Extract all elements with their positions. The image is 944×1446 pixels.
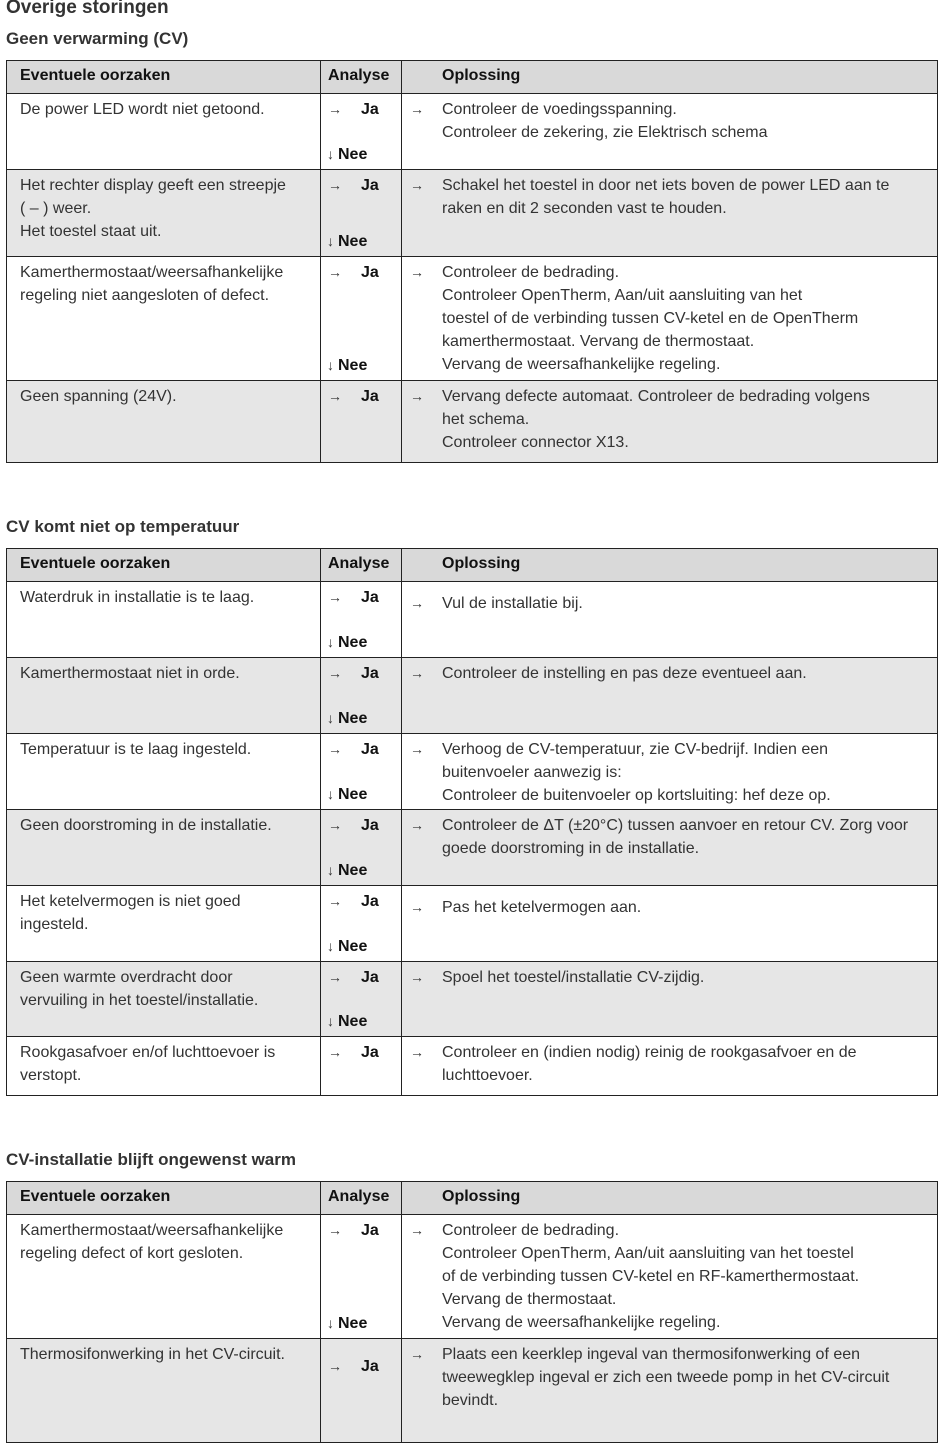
table-row [7, 380, 937, 462]
yes-label: Ja [361, 817, 379, 834]
no-label: Nee [338, 634, 368, 651]
solution-text: Controleer OpenTherm, Aan/uit aansluiting van het toestel [442, 1245, 854, 1262]
solution-text: Schakel het toestel in door net iets boven de power LED aan te [442, 177, 890, 194]
cause-text: Waterdruk in installatie is te laag. [20, 589, 255, 606]
right-arrow-icon: → [328, 817, 342, 833]
analysis-cell [321, 582, 402, 657]
yes-label: Ja [361, 177, 379, 194]
analysis-yes [328, 662, 379, 685]
analysis-yes [328, 738, 379, 761]
right-arrow-icon: → [328, 388, 342, 404]
right-arrow-icon: → [410, 595, 424, 611]
yes-label: Ja [361, 1222, 379, 1239]
solution-text: Controleer de bedrading. [442, 1222, 620, 1239]
cause-text: ingesteld. [20, 916, 89, 933]
solution-text: Vervang de weersafhankelijke regeling. [442, 1314, 721, 1331]
solution-text: Controleer OpenTherm, Aan/uit aansluiting van het [442, 287, 803, 304]
right-arrow-icon: → [328, 969, 342, 985]
solution-cell [402, 810, 937, 885]
right-arrow-icon: → [410, 969, 424, 985]
cause-cell [7, 734, 321, 809]
solution-text: Controleer de voedingsspanning. [442, 101, 677, 118]
column-header-analysis: Analyse [321, 549, 402, 581]
solution-cell [402, 734, 937, 809]
down-arrow-icon: ↓ [327, 233, 334, 249]
analysis-no [327, 631, 367, 654]
section-title: CV-installatie blijft ongewenst warm [6, 1150, 296, 1169]
yes-label: Ja [361, 893, 379, 910]
yes-label: Ja [361, 665, 379, 682]
cause-text: Kamerthermostaat niet in orde. [20, 665, 240, 682]
no-label: Nee [338, 233, 368, 250]
table-row [7, 809, 937, 885]
table-header-row [7, 549, 937, 581]
analysis-yes [328, 98, 379, 121]
cause-text: Temperatuur is te laag ingesteld. [20, 741, 252, 758]
table-row [7, 961, 937, 1036]
column-header-cause: Eventuele oorzaken [7, 61, 321, 93]
analysis-cell [321, 257, 402, 380]
table-row [7, 1214, 937, 1338]
solution-text: kamerthermostaat. Vervang de thermostaat. [442, 333, 755, 350]
solution-cell [402, 257, 937, 380]
cause-text: regeling defect of kort gesloten. [20, 1245, 244, 1262]
no-label: Nee [338, 1315, 368, 1332]
cause-cell [7, 658, 321, 733]
cause-cell [7, 94, 321, 169]
solution-text: Vul de installatie bij. [442, 595, 583, 612]
analysis-no [327, 707, 367, 730]
right-arrow-icon: → [328, 589, 342, 605]
solution-text: Controleer en (indien nodig) reinig de rookgasafvoer en de [442, 1044, 857, 1061]
right-arrow-icon: → [328, 177, 342, 193]
analysis-yes [328, 966, 379, 989]
cause-cell [7, 1037, 321, 1095]
solution-cell [402, 886, 937, 961]
down-arrow-icon: ↓ [327, 786, 334, 802]
no-label: Nee [338, 146, 368, 163]
solution-text: Pas het ketelvermogen aan. [442, 899, 642, 916]
analysis-yes [328, 385, 379, 408]
solution-cell [402, 1215, 937, 1338]
cause-text: ( – ) weer. [20, 200, 92, 217]
solution-text: tweewegklep ingeval er zich een tweede pomp in het CV-circuit [442, 1369, 890, 1386]
solution-text: Vervang de thermostaat. [442, 1291, 617, 1308]
cause-text: Geen warmte overdracht door [20, 969, 233, 986]
table-row [7, 93, 937, 169]
right-arrow-icon: → [328, 741, 342, 757]
right-arrow-icon: → [328, 893, 342, 909]
solution-text: Controleer connector X13. [442, 434, 629, 451]
right-arrow-icon: → [410, 899, 424, 915]
yes-label: Ja [361, 969, 379, 986]
cause-cell [7, 170, 321, 256]
solution-text: Controleer de zekering, zie Elektrisch schema [442, 124, 768, 141]
solution-text: Verhoog de CV-temperatuur, zie CV-bedrijf. Indien een [442, 741, 829, 758]
analysis-yes [328, 1041, 379, 1064]
cause-cell [7, 810, 321, 885]
analysis-no [327, 1312, 367, 1335]
right-arrow-icon: → [328, 101, 342, 117]
yes-label: Ja [361, 741, 379, 758]
analysis-cell [321, 962, 402, 1036]
column-header-solution: Oplossing [442, 555, 521, 572]
solution-text: luchttoevoer. [442, 1067, 533, 1084]
column-header-analysis: Analyse [321, 61, 402, 93]
solution-cell [402, 170, 937, 256]
analysis-yes [328, 586, 379, 609]
solution-cell [402, 381, 937, 462]
column-header-cause: Eventuele oorzaken [7, 1182, 321, 1214]
right-arrow-icon: → [328, 1358, 342, 1374]
cause-text: Thermosifonwerking in het CV-circuit. [20, 1346, 285, 1363]
analysis-no [327, 143, 367, 166]
down-arrow-icon: ↓ [327, 710, 334, 726]
analysis-no [327, 1010, 367, 1033]
solution-cell [402, 962, 937, 1036]
right-arrow-icon: → [410, 1346, 424, 1362]
solution-cell [402, 1339, 937, 1442]
troubleshooting-table [6, 548, 938, 1096]
right-arrow-icon: → [410, 177, 424, 193]
right-arrow-icon: → [410, 741, 424, 757]
cause-text: Het rechter display geeft een streepje [20, 177, 286, 194]
page-title: Overige storingen [6, 0, 169, 18]
yes-label: Ja [361, 589, 379, 606]
solution-text: Plaats een keerklep ingeval van thermosifonwerking of een [442, 1346, 861, 1363]
cause-cell [7, 886, 321, 961]
analysis-no [327, 859, 367, 882]
down-arrow-icon: ↓ [327, 1315, 334, 1331]
section-title: Geen verwarming (CV) [6, 29, 189, 48]
right-arrow-icon: → [410, 1044, 424, 1060]
no-label: Nee [338, 786, 368, 803]
solution-text: buitenvoeler aanwezig is: [442, 764, 622, 781]
solution-text: het schema. [442, 411, 530, 428]
down-arrow-icon: ↓ [327, 862, 334, 878]
no-label: Nee [338, 1013, 368, 1030]
cause-text: Het toestel staat uit. [20, 223, 162, 240]
no-label: Nee [338, 710, 368, 727]
right-arrow-icon: → [410, 665, 424, 681]
no-label: Nee [338, 357, 368, 374]
analysis-cell [321, 886, 402, 961]
solution-text: Spoel het toestel/installatie CV-zijdig. [442, 969, 705, 986]
yes-label: Ja [361, 1044, 379, 1061]
solution-text: Vervang de weersafhankelijke regeling. [442, 356, 721, 373]
cause-text: Rookgasafvoer en/of luchttoevoer is [20, 1044, 276, 1061]
analysis-cell [321, 810, 402, 885]
analysis-cell [321, 658, 402, 733]
solution-text: Controleer de instelling en pas deze eventueel aan. [442, 665, 807, 682]
table-row [7, 256, 937, 380]
table-row [7, 885, 937, 961]
cause-text: Het ketelvermogen is niet goed [20, 893, 241, 910]
cause-text: regeling niet aangesloten of defect. [20, 287, 270, 304]
analysis-yes [328, 814, 379, 837]
analysis-cell [321, 1215, 402, 1338]
yes-label: Ja [361, 388, 379, 405]
column-header-cause: Eventuele oorzaken [7, 549, 321, 581]
solution-cell [402, 658, 937, 733]
cause-text: Geen spanning (24V). [20, 388, 177, 405]
right-arrow-icon: → [328, 1222, 342, 1238]
analysis-no [327, 230, 367, 253]
analysis-no [327, 354, 367, 377]
no-label: Nee [338, 862, 368, 879]
right-arrow-icon: → [328, 264, 342, 280]
analysis-yes [328, 1355, 379, 1378]
solution-cell [402, 1037, 937, 1095]
analysis-cell [321, 381, 402, 462]
solution-text: Controleer de ΔT (±20°C) tussen aanvoer en retour CV. Zorg voor [442, 817, 909, 834]
analysis-yes [328, 1219, 379, 1242]
analysis-cell [321, 1339, 402, 1442]
right-arrow-icon: → [328, 1044, 342, 1060]
troubleshooting-table [6, 1181, 938, 1443]
solution-text: of de verbinding tussen CV-ketel en RF-kamerthermostaat. [442, 1268, 860, 1285]
cause-text: verstopt. [20, 1067, 82, 1084]
analysis-no [327, 935, 367, 958]
solution-text: Vervang defecte automaat. Controleer de bedrading volgens [442, 388, 870, 405]
table-row [7, 733, 937, 809]
column-header-solution: Oplossing [442, 67, 521, 84]
solution-text: bevindt. [442, 1392, 499, 1409]
cause-text: Kamerthermostaat/weersafhankelijke [20, 1222, 284, 1239]
down-arrow-icon: ↓ [327, 1013, 334, 1029]
right-arrow-icon: → [410, 817, 424, 833]
yes-label: Ja [361, 101, 379, 118]
solution-text: Controleer de bedrading. [442, 264, 620, 281]
cause-cell [7, 1339, 321, 1442]
cause-cell [7, 257, 321, 380]
right-arrow-icon: → [410, 388, 424, 404]
right-arrow-icon: → [410, 1222, 424, 1238]
cause-cell [7, 962, 321, 1036]
solution-cell [402, 582, 937, 657]
down-arrow-icon: ↓ [327, 357, 334, 373]
yes-label: Ja [361, 1358, 379, 1375]
down-arrow-icon: ↓ [327, 938, 334, 954]
column-header-analysis: Analyse [321, 1182, 402, 1214]
cause-cell [7, 1215, 321, 1338]
right-arrow-icon: → [410, 264, 424, 280]
cause-cell [7, 582, 321, 657]
solution-text: toestel of de verbinding tussen CV-ketel en de OpenTherm [442, 310, 859, 327]
solution-text: goede doorstroming in de installatie. [442, 840, 700, 857]
table-header-row [7, 1182, 937, 1214]
down-arrow-icon: ↓ [327, 146, 334, 162]
analysis-yes [328, 174, 379, 197]
cause-cell [7, 381, 321, 462]
table-row [7, 581, 937, 657]
section-title: CV komt niet op temperatuur [6, 517, 240, 536]
no-label: Nee [338, 938, 368, 955]
table-header-row [7, 61, 937, 93]
cause-text: De power LED wordt niet getoond. [20, 101, 265, 118]
analysis-yes [328, 261, 379, 284]
right-arrow-icon: → [328, 665, 342, 681]
yes-label: Ja [361, 264, 379, 281]
analysis-no [327, 783, 367, 806]
analysis-cell [321, 94, 402, 169]
table-row [7, 1036, 937, 1095]
analysis-cell [321, 1037, 402, 1095]
analysis-yes [328, 890, 379, 913]
table-row [7, 1338, 937, 1442]
analysis-cell [321, 170, 402, 256]
down-arrow-icon: ↓ [327, 634, 334, 650]
table-row [7, 169, 937, 256]
table-row [7, 657, 937, 733]
solution-cell [402, 94, 937, 169]
column-header-solution: Oplossing [442, 1188, 521, 1205]
analysis-cell [321, 734, 402, 809]
cause-text: vervuiling in het toestel/installatie. [20, 992, 259, 1009]
solution-text: Controleer de buitenvoeler op kortsluiting: hef deze op. [442, 787, 831, 804]
right-arrow-icon: → [410, 101, 424, 117]
cause-text: Geen doorstroming in de installatie. [20, 817, 272, 834]
troubleshooting-table [6, 60, 938, 463]
cause-text: Kamerthermostaat/weersafhankelijke [20, 264, 284, 281]
solution-text: raken en dit 2 seconden vast te houden. [442, 200, 727, 217]
